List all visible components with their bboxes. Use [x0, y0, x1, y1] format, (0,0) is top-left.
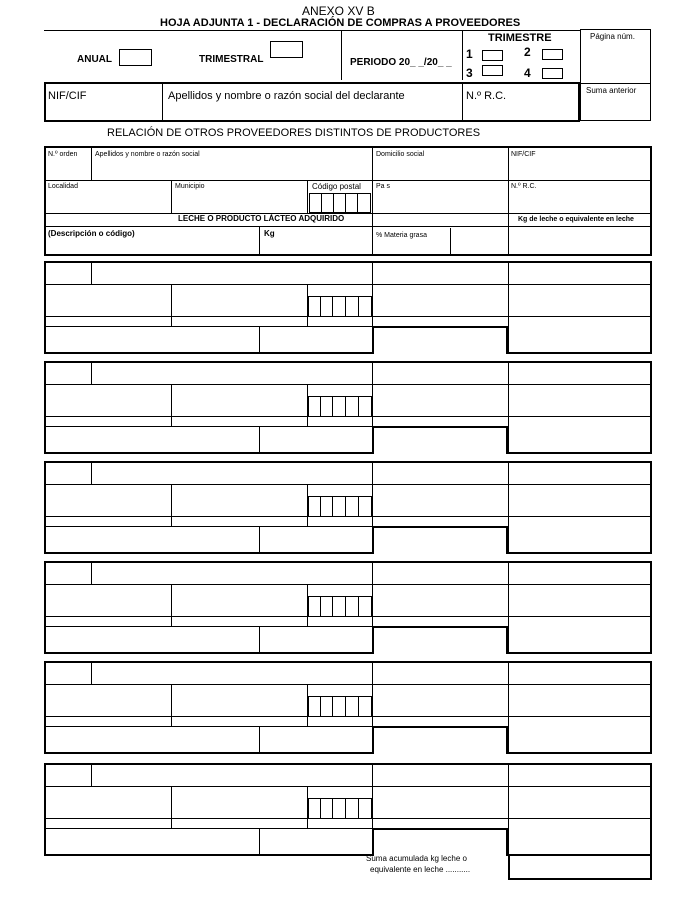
- divider: [332, 798, 333, 819]
- divider: [345, 296, 346, 317]
- divider: [320, 696, 321, 717]
- divider: [320, 296, 321, 317]
- head-nif-label: NIF/CIF: [511, 151, 536, 158]
- postal-code-cells[interactable]: [308, 596, 372, 617]
- divider: [508, 616, 651, 617]
- q2-checkbox[interactable]: [542, 49, 563, 60]
- fat-percent-cell[interactable]: [372, 326, 508, 354]
- divider: [508, 662, 509, 754]
- head-cp-cells: [309, 193, 371, 213]
- head-rc-label: N.º R.C.: [511, 183, 537, 190]
- trimestral-checkbox[interactable]: [270, 41, 303, 58]
- divider: [91, 764, 92, 786]
- postal-code-cells[interactable]: [308, 496, 372, 517]
- divider: [508, 516, 651, 517]
- divider: [171, 786, 172, 828]
- section-title: RELACIÓN DE OTROS PROVEEDORES DISTINTOS DE PRODUCTORES: [107, 127, 481, 139]
- q3-label: 3: [466, 66, 473, 80]
- trimestral-label: TRIMESTRAL: [199, 54, 264, 65]
- divider: [332, 296, 333, 317]
- anual-label: ANUAL: [77, 54, 112, 65]
- q4-checkbox[interactable]: [542, 68, 563, 79]
- divider: [332, 696, 333, 717]
- divider: [91, 562, 92, 584]
- divider: [320, 798, 321, 819]
- divider: [320, 396, 321, 417]
- divider: [508, 818, 651, 819]
- divider: [345, 496, 346, 517]
- periodo-label: PERIODO 20_ _/20_ _: [350, 57, 452, 68]
- divider: [45, 484, 651, 485]
- divider: [358, 396, 359, 417]
- divider: [259, 726, 260, 754]
- fat-percent-cell[interactable]: [372, 626, 508, 654]
- divider: [345, 396, 346, 417]
- divider: [345, 696, 346, 717]
- fat-percent-cell[interactable]: [372, 526, 508, 554]
- divider: [508, 764, 509, 856]
- footer-label-line1: Suma acumulada kg leche o: [366, 854, 467, 863]
- divider: [332, 396, 333, 417]
- divider: [45, 616, 508, 617]
- divider: [259, 828, 260, 856]
- divider: [508, 462, 509, 554]
- head-municipio-label: Municipio: [175, 183, 205, 190]
- divider: [45, 384, 651, 385]
- anual-checkbox[interactable]: [119, 49, 152, 66]
- divider: [259, 626, 260, 654]
- divider: [171, 284, 172, 326]
- divider: [171, 584, 172, 626]
- previous-sum-label: Suma anterior: [586, 86, 637, 95]
- fat-percent-cell[interactable]: [372, 828, 508, 856]
- head-localidad-label: Localidad: [48, 183, 78, 190]
- divider: [358, 496, 359, 517]
- divider: [45, 818, 508, 819]
- divider: [45, 516, 508, 517]
- postal-code-cells[interactable]: [308, 396, 372, 417]
- head-leche-label: LECHE O PRODUCTO LÁCTEO ADQUIRIDO: [178, 214, 345, 223]
- footer-label-line2: equivalente en leche ...........: [370, 865, 471, 874]
- declarant-row: [44, 82, 580, 122]
- q2-label: 2: [524, 45, 531, 59]
- divider: [508, 562, 509, 654]
- divider: [345, 596, 346, 617]
- head-name-label: Apellidos y nombre o razón social: [95, 151, 200, 158]
- divider: [320, 596, 321, 617]
- trimestre-label: TRIMESTRE: [488, 32, 552, 44]
- head-orden-label: N.º orden: [48, 151, 78, 158]
- divider: [259, 326, 260, 354]
- q1-label: 1: [466, 47, 473, 61]
- divider: [91, 362, 92, 384]
- divider: [45, 284, 651, 285]
- divider: [508, 416, 651, 417]
- head-domicilio-label: Domicilio social: [376, 151, 425, 158]
- divider: [320, 496, 321, 517]
- declarant-rc-label: N.º R.C.: [466, 90, 507, 102]
- divider: [508, 316, 651, 317]
- divider: [508, 716, 651, 717]
- divider: [91, 462, 92, 484]
- head-descripcion-label: (Descripción o código): [48, 229, 135, 238]
- fat-percent-cell[interactable]: [372, 426, 508, 454]
- divider: [45, 786, 651, 787]
- divider: [91, 262, 92, 284]
- q4-label: 4: [524, 66, 531, 80]
- divider: [332, 496, 333, 517]
- divider: [45, 416, 508, 417]
- divider: [91, 662, 92, 684]
- divider: [358, 696, 359, 717]
- divider: [45, 584, 651, 585]
- divider: [45, 316, 508, 317]
- head-cp-label: Código postal: [312, 182, 361, 191]
- declarant-name-label: Apellidos y nombre o razón social del declarante: [168, 90, 405, 102]
- postal-code-cells[interactable]: [308, 798, 372, 819]
- divider: [259, 526, 260, 554]
- divider: [171, 484, 172, 526]
- head-kg-label: Kg: [264, 229, 275, 238]
- divider: [358, 596, 359, 617]
- divider: [45, 716, 508, 717]
- divider: [171, 684, 172, 726]
- postal-code-cells[interactable]: [308, 696, 372, 717]
- head-kg-eq-label: Kg de leche o equivalente en leche: [518, 216, 634, 223]
- page-number-label: Página núm.: [590, 32, 635, 41]
- divider: [508, 362, 509, 454]
- form-title: HOJA ADJUNTA 1 - DECLARACIÓN DE COMPRAS A PROVEEDORES: [160, 17, 521, 29]
- divider: [358, 296, 359, 317]
- fat-percent-cell[interactable]: [372, 726, 508, 754]
- divider: [332, 596, 333, 617]
- divider: [508, 262, 509, 354]
- postal-code-cells[interactable]: [308, 296, 372, 317]
- q1-checkbox[interactable]: [482, 50, 503, 61]
- divider: [45, 684, 651, 685]
- head-grasa-label: % Materia grasa: [376, 232, 427, 239]
- declarant-nif-label: NIF/CIF: [48, 90, 87, 102]
- divider: [171, 384, 172, 426]
- annex-label: ANEXO XV B: [302, 4, 375, 18]
- divider: [345, 798, 346, 819]
- head-pais-label: Pa s: [376, 183, 391, 190]
- divider: [259, 426, 260, 454]
- q3-checkbox[interactable]: [482, 65, 503, 76]
- cumulative-sum-box[interactable]: [508, 854, 652, 880]
- divider: [358, 798, 359, 819]
